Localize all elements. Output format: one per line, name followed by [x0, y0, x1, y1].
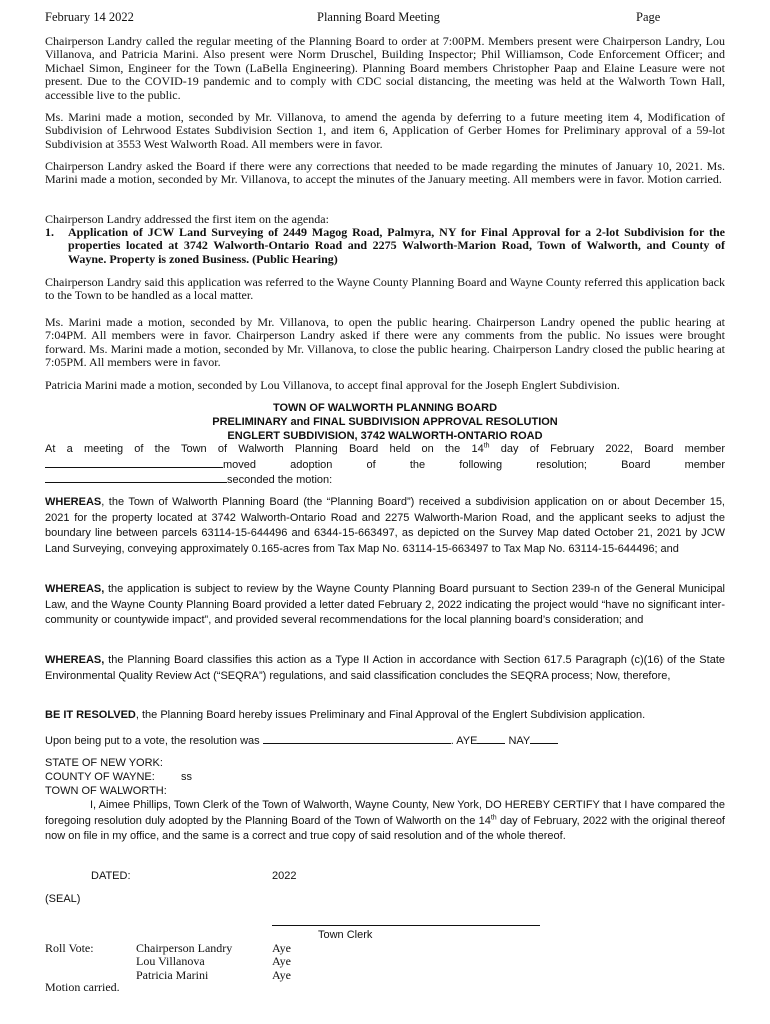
clerk-signature-line: [272, 925, 540, 926]
mover-blank: [45, 457, 223, 468]
certification: [45, 798, 725, 845]
header-title: Planning Board Meeting: [317, 10, 440, 24]
moved-text: moved adoption of the following resolution; Board member: [223, 459, 725, 471]
resolution-title-1: TOWN OF WALWORTH PLANNING BOARD: [272, 402, 498, 414]
motion-carried: Motion carried.: [45, 980, 120, 994]
certify-ordinal: th: [490, 813, 497, 821]
header-page: Page: [636, 10, 661, 24]
minutes-referral: Chairperson Landry said this application was referred to the Wayne County Planning Board and Wayne County referred this application back to the Town to be handled as a local matter.: [45, 275, 725, 303]
vote-aye-label: . AYE: [450, 735, 478, 747]
agenda-item-1: [45, 226, 725, 266]
whereas-3-text: the Planning Board classifies this action as a Type II Action in accordance with Section 617.5 Paragraph (c)(16) of the State Environmental Quality Review Act (“SEQRA”) regulations, and said classification concludes the SEQRA process; Now, therefore,: [45, 654, 725, 682]
nay-count-blank: [530, 733, 558, 744]
minutes-corrections: Chairperson Landry asked the Board if there were any corrections that needed to be made regarding the minutes of January 10, 2021. Ms. Marini made a motion, seconded by Mr. Villanova, to accept the minutes of the January meeting. All members were in favor. Motion carried.: [45, 159, 725, 187]
roll-vote-1: Aye: [272, 941, 291, 955]
meeting-text-b: day of February 2022, Board member: [489, 443, 725, 455]
roll-vote-label: Roll Vote:: [45, 941, 94, 955]
whereas-1-label: WHEREAS: [45, 496, 102, 508]
certify-text-b: day of February, 2022 with the original thereof now on file in my office, and the same is a correct and true copy of said resolution and of the whole thereof.: [45, 814, 725, 842]
vote-line: [45, 733, 725, 750]
roll-votes: [272, 942, 291, 982]
page-header: [45, 10, 725, 26]
town-line: TOWN OF WALWORTH:: [45, 785, 167, 797]
certify-text-a: I, Aimee Phillips, Town Clerk of the Town of Walworth, Wayne County, New York, DO HEREBY CERTIFY that I have compared the foregoing resolution duly adopted by the Planning Board of the Town of Walworth on the 14: [45, 799, 725, 827]
dated-year: 2022: [272, 870, 297, 882]
roll-vote-3: Aye: [272, 967, 291, 982]
resolved-label: BE IT RESOLVED: [45, 709, 136, 721]
roll-name-3: Patricia Marini: [136, 967, 209, 982]
ss-mark: ss: [181, 771, 192, 783]
resolution-seconded-line: [45, 472, 725, 489]
vote-result-blank: [263, 733, 451, 744]
whereas-1-text: , the Town of Walworth Planning Board (the “Planning Board”) received a subdivision application on or about December 15, 2021 for the property located at 3742 Walworth-Ontario Road and 2275 Walworth-Marion Road, and the applicant seeks to adjust the boundary line between parcels 63114-15-644496 and 6344-15-663497, as depicted on the Survey Map dated October 21, 2021 by JCW Land Surveying, conveying approximately 0.165-acres from Tax Map No. 63114-15-663497 to Tax Map No. 63114-15-644496; and: [45, 496, 725, 555]
minutes-first-item-intro: Chairperson Landry addressed the first item on the agenda:: [45, 212, 329, 226]
minutes-public-hearing: Ms. Marini made a motion, seconded by Mr. Villanova, to open the public hearing. Chairperson Landry opened the public hearing at 7:04PM. All members were in favor. Chairperson Landry asked if there were any comments from the public. No issues were brought forward. Ms. Marini made a motion, seconded by Mr. Villanova, to close the public hearing. Chairperson Landry closed the public hearing at 7:05PM. All members were in favor.: [45, 315, 725, 370]
whereas-2-label: WHEREAS,: [45, 583, 105, 595]
resolution-meeting-line: [45, 442, 725, 458]
meeting-text-a: At a meeting of the Town of Walworth Planning Board held on the 14: [45, 443, 484, 455]
clerk-title: Town Clerk: [318, 929, 373, 941]
agenda-item-text: Application of JCW Land Surveying of 2449 Magog Road, Palmyra, NY for Final Approval for a 2-lot Subdivision for the properties located at 3742 Walworth-Ontario Road and 2275 Walworth-Marion Road, Town of Walworth, and County of Wayne. Property is zoned Business. (Public Hearing): [68, 225, 725, 266]
whereas-3-label: WHEREAS,: [45, 654, 105, 666]
roll-name-2: Lou Villanova: [136, 954, 205, 969]
resolved-text: , the Planning Board hereby issues Preliminary and Final Approval of the Englert Subdivision application.: [135, 709, 646, 721]
roll-name-1: Chairperson Landry: [136, 941, 233, 955]
be-it-resolved: [45, 708, 725, 724]
whereas-2-text: the application is subject to review by the Wayne County Planning Board pursuant to Section 239-n of the General Municipal Law, and the Wayne County Planning Board provided a letter dated February 2, 2022 indicating the project would “have no significant inter-community or countywide impact”, and provided several recommendations for the local planning board’s consideration; and: [45, 583, 725, 626]
vote-text: Upon being put to a vote, the resolution was: [45, 735, 260, 747]
seal: (SEAL): [45, 893, 81, 905]
seconder-blank: [45, 472, 227, 483]
dated-label: DATED:: [91, 870, 131, 882]
seconded-text: seconded the motion:: [227, 474, 333, 486]
minutes-agenda-motion: Ms. Marini made a motion, seconded by Mr. Villanova, to amend the agenda by deferring to a future meeting item 4, Modification of Subdivision of Lehrwood Estates Subdivision Section 1, and item 6, Application of Gerber Homes for Preliminary approval of a 59-lot Subdivision at 3553 West Walworth Road. All members were in favor.: [45, 110, 725, 151]
state-line: STATE OF NEW YORK:: [45, 757, 163, 769]
vote-nay-label: NAY: [505, 735, 531, 747]
whereas-3: [45, 653, 725, 684]
county-line: [45, 771, 725, 783]
whereas-1: [45, 495, 725, 557]
whereas-2: [45, 582, 725, 629]
header-date: February 14 2022: [45, 10, 134, 24]
minutes-final-approval-motion: Patricia Marini made a motion, seconded by Lou Villanova, to accept final approval for the Joseph Englert Subdivision.: [45, 378, 620, 392]
aye-count-blank: [477, 733, 505, 744]
resolution-title-2: PRELIMINARY and FINAL SUBDIVISION APPROVAL RESOLUTION: [212, 416, 558, 428]
roll-names: [136, 942, 232, 982]
county-text: COUNTY OF WAYNE:: [45, 771, 155, 783]
roll-vote-2: Aye: [272, 954, 291, 969]
agenda-item-number: 1.: [45, 225, 54, 239]
minutes-opening: Chairperson Landry called the regular meeting of the Planning Board to order at 7:00PM. Members present were Chairperson Landry, Lou Villanova, and Patricia Marini. Also present were Norm Druschel, Building Inspector; Phil Williamson, Code Enforcement Officer; and Michael Simon, Engineer for the Town (LaBella Engineering). Planning Board members Christopher Paap and Elaine Leasure were not present. Due to the COVID-19 pandemic and to comply with CDC social distancing, the meeting was held at the Walworth Town Hall, accessible live to the public.: [45, 34, 725, 102]
resolution-title-3: ENGLERT SUBDIVISION, 3742 WALWORTH-ONTARIO ROAD: [227, 430, 543, 442]
meeting-ordinal: th: [483, 442, 490, 450]
